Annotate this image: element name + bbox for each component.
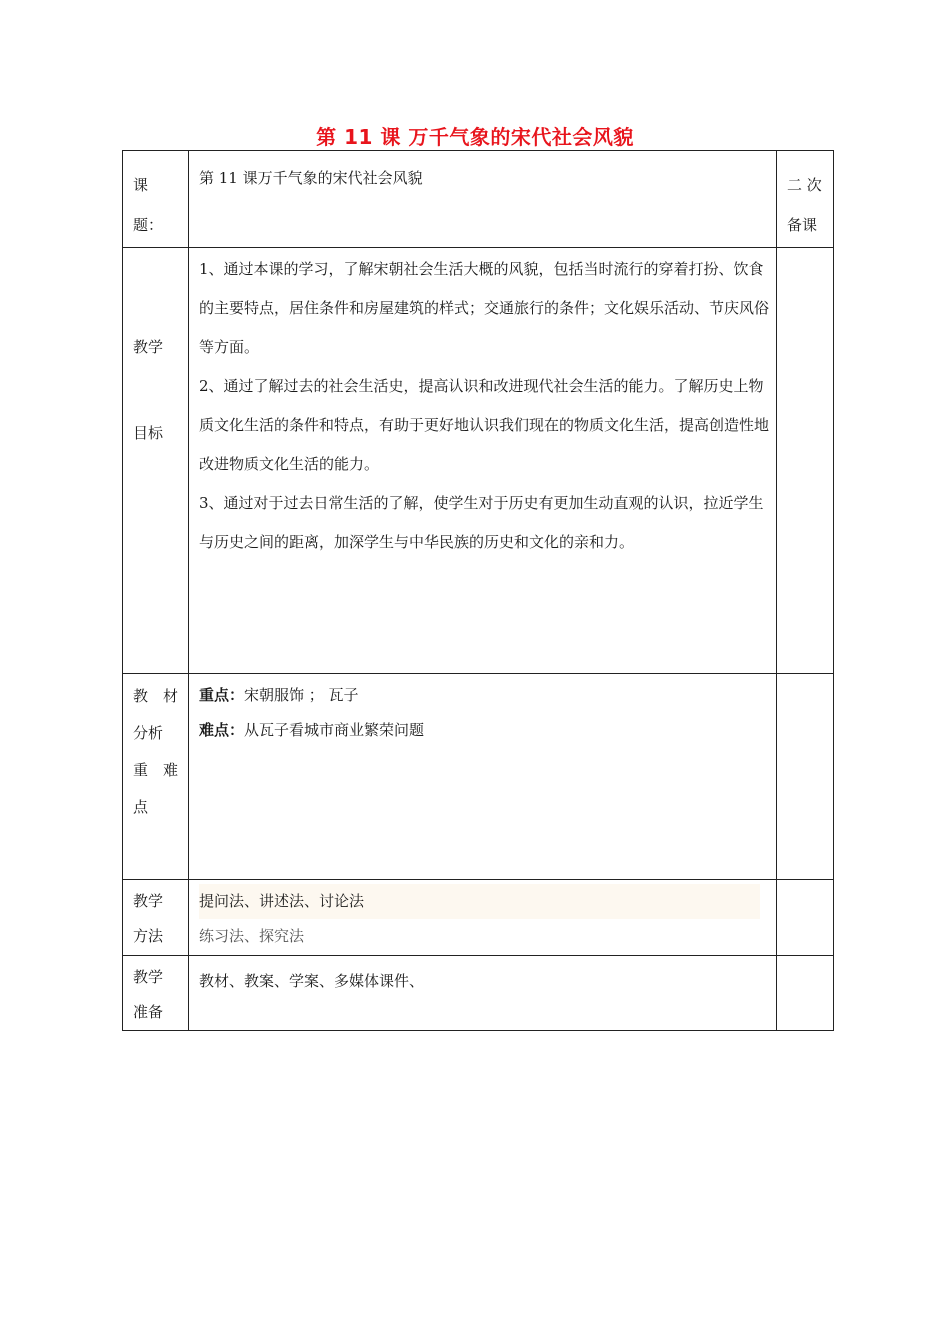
prep-label-line1: 教学 (133, 968, 164, 986)
analysis-label-line1: 教 材 (133, 687, 179, 705)
revision-label-line2: 备课 (787, 216, 818, 234)
prep-content: 教材、教案、学案、多媒体课件、 (199, 972, 425, 990)
difficult-point-label: 难点： (199, 721, 245, 739)
goal-paragraph-3: 3、通过对于过去日常生活的了解，使学生对于历史有更加生动直观的认识，拉近学生与历史之间的距离，加深学生与中华民族的历史和文化的亲和力。 (199, 494, 764, 551)
goals-content-cell (189, 248, 777, 674)
method-content-cell (189, 880, 777, 956)
topic-content: 第 11 课万千气象的宋代社会风貌 (199, 169, 423, 187)
prep-content-cell (189, 956, 777, 1031)
table-row-topic (123, 151, 834, 248)
prep-label-line2: 准备 (133, 1003, 164, 1021)
difficult-point (199, 713, 768, 748)
goals-side-cell (777, 248, 834, 674)
method-line-1: 提问法、讲述法、讨论法 (199, 884, 760, 919)
topic-content-cell (189, 151, 777, 248)
goal-paragraph-2: 2、通过了解过去的社会生活史，提高认识和改进现代社会生活的能力。了解历史上物质文化生活的条件和特点，有助于更好地认识我们现在的物质文化生活，提高创造性地改进物质文化生活的能力。 (199, 377, 770, 473)
key-point-value: 宋朝服饰 ； 瓦子 (244, 686, 359, 704)
analysis-label-line4: 点 (133, 798, 149, 816)
goal-paragraph-1: 1、通过本课的学习，了解宋朝社会生活大概的风貌，包括当时流行的穿着打扮、饮食的主要特点，居住条件和房屋建筑的样式；交通旅行的条件；文化娱乐活动、节庆风俗等方面。 (199, 260, 770, 356)
method-label-line2: 方法 (133, 927, 164, 945)
table-row-prep (123, 956, 834, 1031)
method-label-line1: 教学 (133, 892, 164, 910)
method-line-2: 练习法、探究法 (199, 927, 305, 945)
table-row-analysis (123, 674, 834, 880)
key-point-label: 重点： (199, 686, 245, 704)
analysis-label-line2: 分析 (133, 724, 164, 742)
topic-label-cell (123, 151, 189, 248)
analysis-label-line3: 重 难 (133, 761, 179, 779)
method-side-cell (777, 880, 834, 956)
method-label-cell (123, 880, 189, 956)
goals-label-line2: 目标 (133, 424, 164, 442)
goals-label-line1: 教学 (133, 338, 164, 356)
topic-label-line1: 课 (133, 176, 149, 194)
prep-side-cell (777, 956, 834, 1031)
table-row-goals (123, 248, 834, 674)
analysis-content-cell (189, 674, 777, 880)
revision-cell (777, 151, 834, 248)
prep-label-cell (123, 956, 189, 1031)
analysis-side-cell (777, 674, 834, 880)
revision-label-line1: 二 次 (787, 176, 822, 194)
difficult-point-value: 从瓦子看城市商业繁荣问题 (244, 721, 425, 739)
table-row-method (123, 880, 834, 956)
goals-label-cell (123, 248, 189, 674)
lesson-plan-table (122, 150, 834, 1031)
key-point (199, 678, 768, 713)
topic-label-line2: 题： (133, 216, 164, 234)
page-title: 第 11 课 万千气象的宋代社会风貌 (316, 125, 634, 149)
analysis-label-cell (123, 674, 189, 880)
